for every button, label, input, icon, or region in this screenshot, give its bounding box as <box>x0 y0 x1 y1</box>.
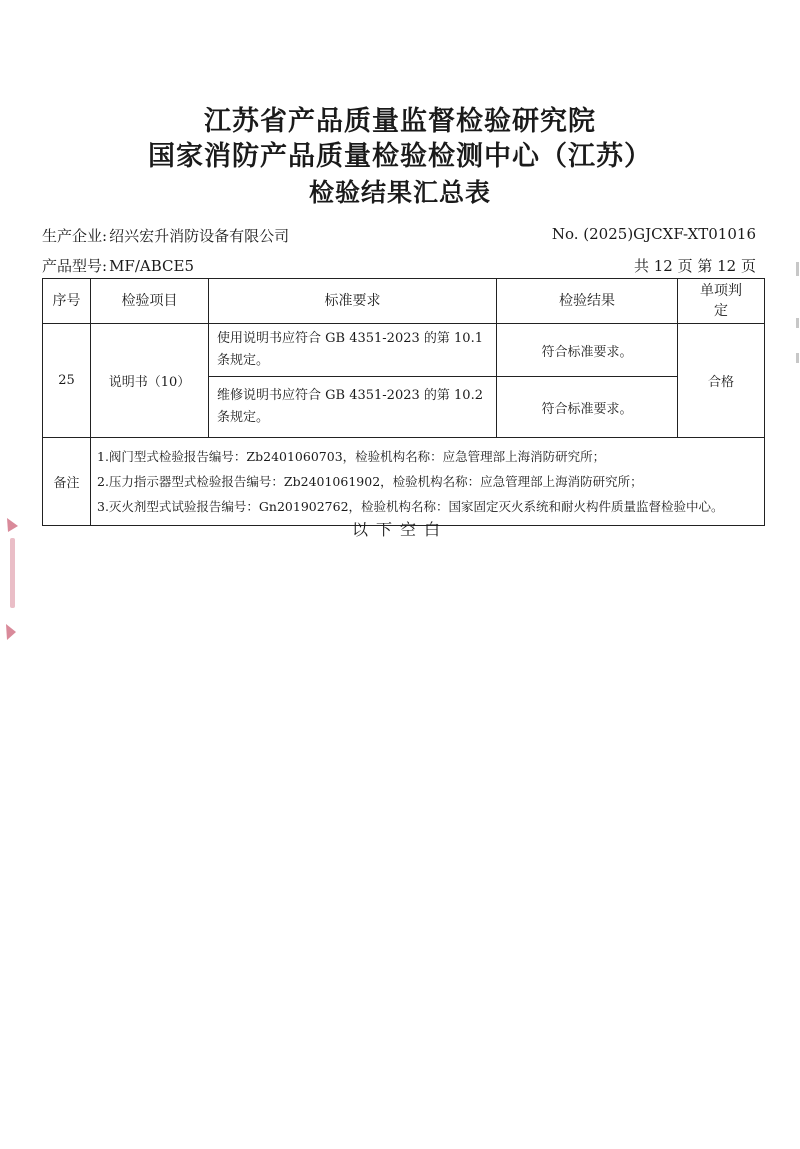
col-header-item: 检验项目 <box>91 279 209 324</box>
remarks-content <box>91 438 765 526</box>
seal-fragment-right <box>790 258 800 368</box>
results-table <box>42 278 765 526</box>
col-header-result: 检验结果 <box>497 279 678 324</box>
center-title: 国家消防产品质量检验检测中心（江苏） <box>148 141 652 172</box>
remarks-label: 备注 <box>43 438 91 526</box>
col-header-verdict: 单项判定 <box>678 279 765 324</box>
remark-line: 2.压力指示器型式检验报告编号：Zb2401061902，检验机构名称：应急管理部上海消防研究所； <box>97 474 643 489</box>
item-number: 25 <box>43 324 91 438</box>
meta-row-model <box>42 255 756 276</box>
table-header-row <box>43 279 765 324</box>
report-number: No. (2025)GJCXF-XT01016 <box>551 225 756 243</box>
requirement-cell: 使用说明书应符合 GB 4351-2023 的第 10.1 条规定。 <box>209 324 497 377</box>
col-header-no: 序号 <box>43 279 91 324</box>
page-indicator: 共 12 页 第 12 页 <box>633 257 756 275</box>
table-row <box>43 324 765 377</box>
seal-fragment-left <box>4 512 26 642</box>
model-label: 产品型号: <box>42 257 108 275</box>
document-title: 检验结果汇总表 <box>308 178 491 207</box>
remark-line: 3.灭火剂型式试验报告编号：Gn201902762，检验机构名称：国家固定灭火系统和耐火构件质量监督检验中心。 <box>97 499 724 514</box>
model-value: MF/ABCE5 <box>109 257 194 275</box>
manufacturer-label: 生产企业: <box>42 227 108 245</box>
product-model <box>42 255 194 276</box>
remarks-row <box>43 438 765 526</box>
col-header-requirement: 标准要求 <box>209 279 497 324</box>
result-cell: 符合标准要求。 <box>497 324 678 377</box>
result-cell: 符合标准要求。 <box>497 377 678 438</box>
blank-below-note: 以下空白 <box>351 520 448 539</box>
item-name: 说明书（10） <box>91 324 209 438</box>
meta-row-maker <box>42 225 756 246</box>
verdict-cell: 合格 <box>678 324 765 438</box>
requirement-cell: 维修说明书应符合 GB 4351-2023 的第 10.2 条规定。 <box>209 377 497 438</box>
manufacturer <box>42 225 289 246</box>
report-header <box>0 104 800 212</box>
remark-line: 1.阀门型式检验报告编号：Zb2401060703，检验机构名称：应急管理部上海消防研究所； <box>97 449 606 464</box>
manufacturer-value: 绍兴宏升消防设备有限公司 <box>109 227 290 245</box>
org-title: 江苏省产品质量监督检验研究院 <box>204 106 596 137</box>
